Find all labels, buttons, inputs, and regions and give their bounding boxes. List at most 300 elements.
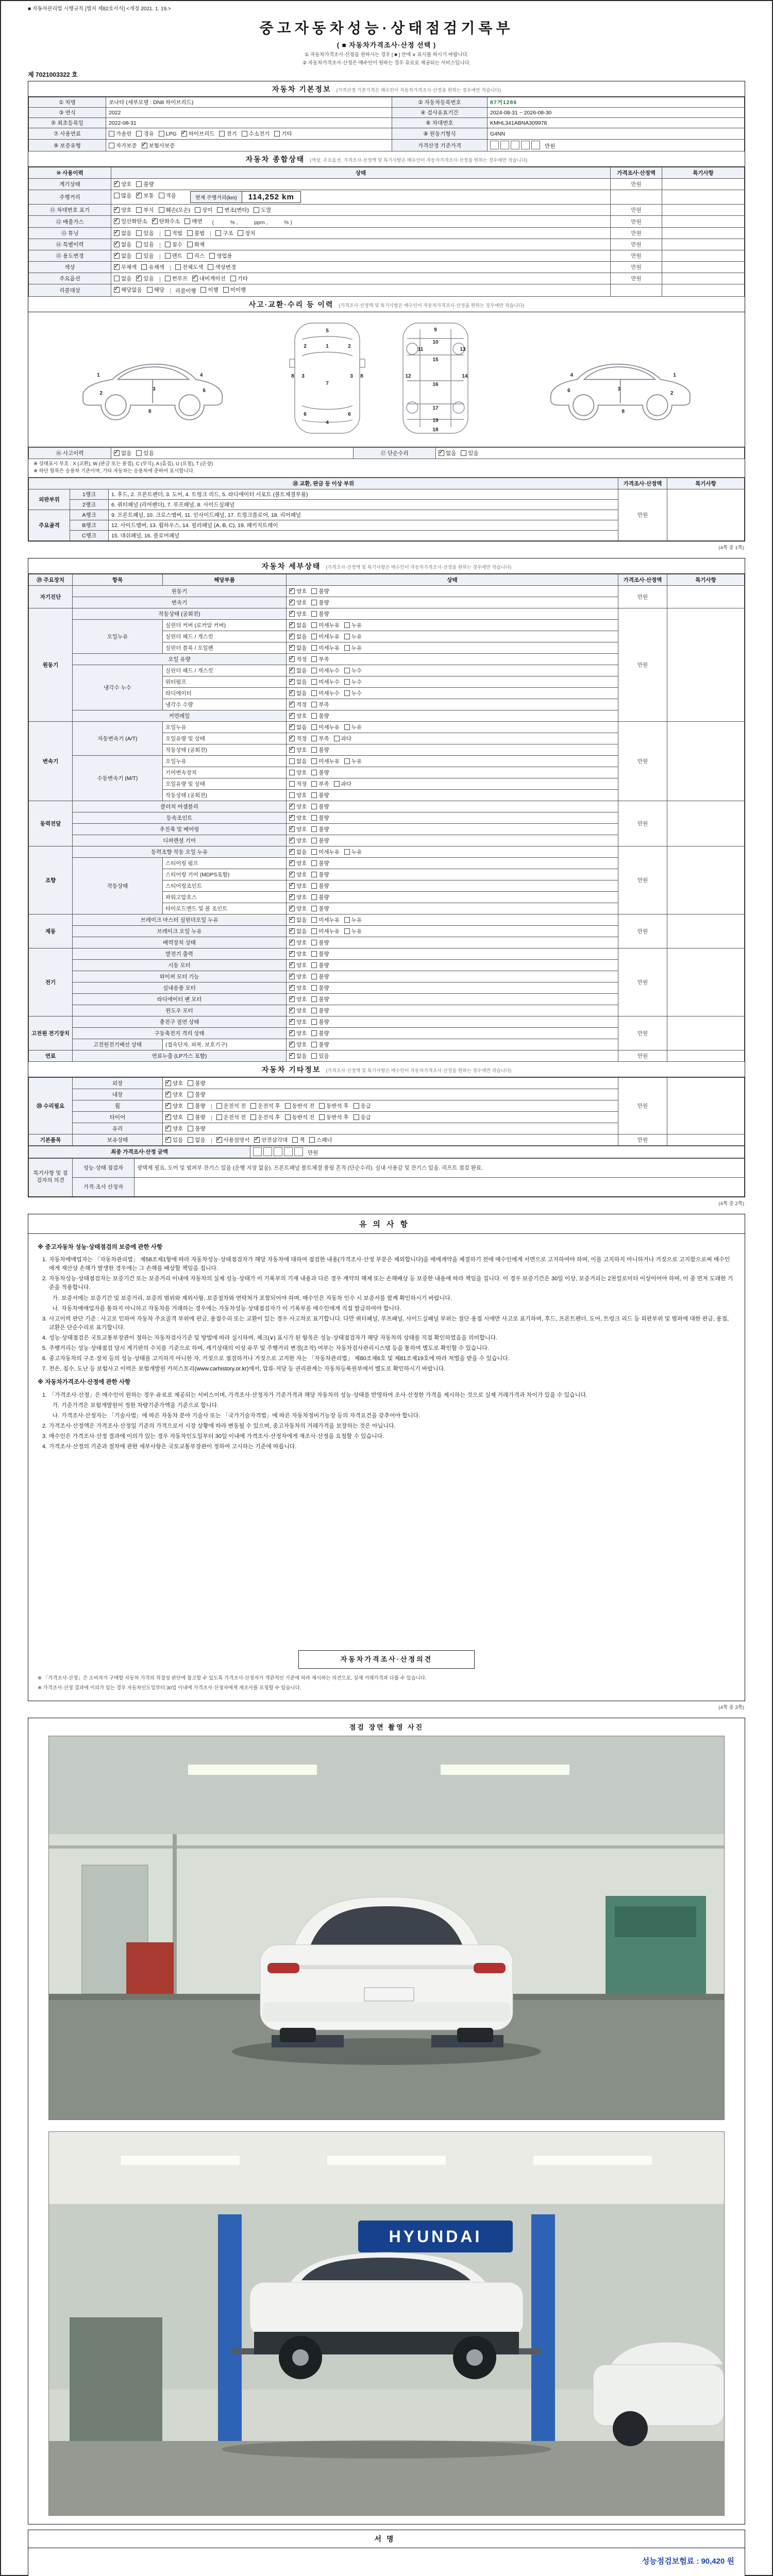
checkbox-checked[interactable] bbox=[142, 143, 147, 148]
checkbox-checked[interactable] bbox=[114, 181, 120, 187]
checkbox[interactable] bbox=[184, 218, 190, 224]
note-cell bbox=[662, 179, 745, 190]
checkbox[interactable] bbox=[188, 1103, 193, 1109]
checkbox[interactable] bbox=[188, 1137, 193, 1143]
item-label: 외장 bbox=[73, 1077, 163, 1089]
checkbox[interactable] bbox=[311, 645, 317, 651]
state-options bbox=[163, 1077, 618, 1089]
checkbox[interactable] bbox=[311, 906, 317, 911]
option bbox=[159, 131, 177, 137]
checkbox[interactable] bbox=[254, 207, 259, 213]
checkbox-checked[interactable] bbox=[289, 1042, 295, 1047]
state-options bbox=[287, 710, 618, 721]
option-group bbox=[165, 1138, 337, 1144]
checkbox[interactable] bbox=[109, 143, 114, 148]
option-label: 있음 bbox=[143, 276, 154, 282]
option bbox=[344, 927, 362, 935]
checkbox[interactable] bbox=[311, 1042, 317, 1047]
option-label: 불량 bbox=[195, 1080, 206, 1087]
option-group bbox=[114, 219, 207, 226]
option-group bbox=[289, 691, 366, 698]
option-label: 운전석 전 bbox=[223, 1114, 246, 1121]
checkbox[interactable] bbox=[136, 450, 142, 456]
appraiser-opinion-text bbox=[135, 1177, 745, 1196]
item-label: 충전구 절연 상태 bbox=[73, 1016, 287, 1027]
checkbox[interactable] bbox=[344, 679, 350, 685]
option-group bbox=[289, 589, 334, 596]
checkbox[interactable] bbox=[188, 1080, 193, 1086]
checkbox-checked[interactable] bbox=[289, 872, 295, 877]
checkbox[interactable] bbox=[311, 917, 317, 923]
checkbox-checked[interactable] bbox=[165, 1092, 171, 1097]
item-label: 오일 유량 bbox=[73, 653, 287, 665]
checkbox[interactable] bbox=[230, 276, 236, 281]
option-label: 많음 bbox=[121, 193, 132, 199]
checkbox-checked[interactable] bbox=[289, 826, 295, 832]
checkbox[interactable] bbox=[200, 287, 206, 293]
checkbox[interactable] bbox=[159, 207, 164, 213]
checkbox-checked[interactable] bbox=[289, 962, 295, 968]
checkbox-checked[interactable] bbox=[254, 1137, 260, 1143]
item-label: 오일누유 bbox=[73, 619, 163, 653]
option bbox=[289, 871, 307, 878]
section-note: (가격산정 기준가격은 매수인이 자동차가격조사·산정을 원하는 경우에만 적습니다) bbox=[336, 88, 501, 93]
row-state bbox=[111, 273, 611, 284]
checkbox-checked[interactable] bbox=[289, 1019, 295, 1025]
checkbox[interactable] bbox=[216, 1114, 222, 1120]
option-label: 수소전기 bbox=[248, 131, 270, 137]
option-label: 동반석 전 bbox=[292, 1114, 315, 1121]
checkbox[interactable] bbox=[344, 917, 350, 923]
checkbox[interactable] bbox=[136, 230, 142, 236]
note-cell bbox=[667, 1050, 745, 1061]
checkbox[interactable] bbox=[311, 781, 317, 787]
checkbox[interactable] bbox=[188, 1126, 193, 1131]
checkbox-checked[interactable] bbox=[289, 1053, 295, 1059]
checkbox-checked[interactable] bbox=[289, 747, 295, 753]
checkbox[interactable] bbox=[187, 230, 193, 236]
diagram-number: 16 bbox=[432, 382, 439, 387]
checkbox[interactable] bbox=[188, 1114, 193, 1120]
amount-digit-box bbox=[531, 141, 540, 149]
checkbox[interactable] bbox=[311, 815, 317, 821]
option bbox=[311, 939, 329, 946]
notice-item-text: 가격조사·산정의 기준과 절차에 관한 세부사항은 국토교통부장관이 정하여 고시하는 기준에 따릅니다. bbox=[49, 1443, 297, 1450]
checkbox[interactable] bbox=[344, 758, 350, 764]
checkbox[interactable] bbox=[311, 928, 317, 934]
checkbox-checked[interactable] bbox=[289, 702, 295, 707]
checkbox-checked[interactable] bbox=[289, 656, 295, 662]
checkbox-checked[interactable] bbox=[289, 940, 295, 945]
checkbox-checked[interactable] bbox=[165, 1103, 171, 1109]
checkbox[interactable] bbox=[311, 747, 317, 753]
checkbox[interactable] bbox=[311, 702, 317, 707]
checkbox[interactable] bbox=[311, 736, 317, 741]
notice-item-text: 중고자동차의 구조·장치 등의 성능·상태를 고지하지 아니한 자, 거짓으로 점검하거나 거짓으로 고지한 자는 「자동차관리법」 제80조제6호 및 제81조제19호에 따라 처벌을 받을 수 있습니다. bbox=[49, 1355, 510, 1362]
option bbox=[344, 916, 362, 924]
checkbox-checked[interactable] bbox=[152, 218, 158, 224]
checkbox[interactable] bbox=[344, 622, 350, 628]
column-header: 상태 bbox=[111, 167, 611, 179]
option bbox=[165, 1136, 183, 1144]
checkbox[interactable] bbox=[159, 131, 164, 137]
checkbox[interactable] bbox=[285, 1114, 291, 1120]
checkbox-checked[interactable] bbox=[289, 724, 295, 730]
checkbox[interactable] bbox=[311, 838, 317, 843]
option-label: 영업용 bbox=[216, 253, 232, 259]
checkbox-checked[interactable] bbox=[165, 1126, 171, 1131]
checkbox-checked[interactable] bbox=[439, 450, 444, 456]
checkbox[interactable] bbox=[319, 1114, 325, 1120]
option bbox=[289, 769, 307, 776]
checkbox[interactable] bbox=[187, 253, 193, 259]
checkbox[interactable] bbox=[311, 872, 317, 877]
checkbox-checked[interactable] bbox=[216, 1137, 222, 1143]
row-label: 주요옵션 bbox=[29, 273, 111, 284]
option bbox=[250, 1102, 280, 1110]
checkbox-checked[interactable] bbox=[289, 917, 295, 923]
checkbox-checked[interactable] bbox=[289, 645, 295, 651]
part-label: 스티어링 기어 (MDPS포함) bbox=[163, 869, 287, 880]
checkbox-checked[interactable] bbox=[114, 450, 120, 456]
section-title: 사고·교환·수리 등 이력 bbox=[248, 300, 334, 309]
option bbox=[136, 252, 154, 260]
part-label: 오일누유 bbox=[163, 721, 287, 733]
option bbox=[311, 927, 340, 935]
checkbox[interactable] bbox=[311, 758, 317, 764]
option-label: 누수 bbox=[351, 679, 362, 685]
checkbox-checked[interactable] bbox=[136, 276, 142, 281]
checkbox[interactable] bbox=[311, 656, 317, 662]
checkbox[interactable] bbox=[334, 781, 340, 787]
option bbox=[216, 1113, 246, 1121]
checkbox[interactable] bbox=[311, 770, 317, 775]
option-label: 없음 bbox=[121, 230, 132, 236]
option bbox=[344, 848, 362, 856]
checkbox[interactable] bbox=[334, 736, 340, 741]
price-cell: 만원 bbox=[618, 1050, 667, 1061]
checkbox-checked[interactable] bbox=[192, 276, 198, 281]
checkbox-checked[interactable] bbox=[114, 230, 120, 236]
checkbox[interactable] bbox=[311, 690, 317, 696]
odometer-box bbox=[190, 191, 301, 203]
option-label: 미세누유 bbox=[318, 633, 340, 640]
row-state bbox=[111, 262, 611, 273]
checkbox[interactable] bbox=[311, 792, 317, 798]
state-options bbox=[287, 1016, 618, 1027]
option-group bbox=[289, 895, 334, 902]
checkbox[interactable] bbox=[354, 1103, 359, 1109]
simple-repair-options bbox=[436, 448, 745, 459]
rank-parts: 9. 프론트패널, 10. 크로스멤버, 11. 인사이드패널, 17. 트렁크플로어, 18. 리어패널 bbox=[109, 510, 618, 520]
checkbox[interactable] bbox=[187, 242, 193, 247]
checkbox-checked[interactable] bbox=[289, 860, 295, 866]
checkbox[interactable] bbox=[344, 645, 350, 651]
price-cell: 만원 bbox=[618, 914, 667, 948]
form-reference: ■ 자동차관리법 시행규칙 [별지 제82호서식] <개정 2021. 1. 19.> bbox=[28, 6, 171, 12]
checkbox[interactable] bbox=[238, 230, 243, 236]
checkbox[interactable] bbox=[274, 131, 280, 137]
amount-digit-box bbox=[500, 141, 509, 149]
option-label: 가솔린 bbox=[116, 131, 132, 137]
notice-subitem bbox=[50, 1294, 735, 1303]
checkbox-checked[interactable] bbox=[289, 1030, 295, 1036]
option bbox=[188, 1113, 205, 1121]
option bbox=[311, 882, 329, 890]
item-label: 와이퍼 모터 기능 bbox=[73, 971, 287, 982]
notice-subitem-number: 나. bbox=[52, 1305, 59, 1312]
column-header: ⑩ 사용이력 bbox=[29, 167, 111, 179]
notice-item-number: 7. bbox=[42, 1365, 47, 1372]
item-label: 타이어 bbox=[73, 1111, 163, 1123]
checkbox[interactable] bbox=[165, 276, 171, 281]
checkbox[interactable] bbox=[311, 1053, 317, 1059]
state-options bbox=[287, 744, 618, 755]
checkbox[interactable] bbox=[311, 826, 317, 832]
note-cell bbox=[667, 1134, 745, 1145]
checkbox[interactable] bbox=[223, 287, 229, 293]
checkbox[interactable] bbox=[289, 770, 295, 775]
option-label: 불량 bbox=[318, 826, 329, 833]
checkbox[interactable] bbox=[289, 758, 295, 764]
checkbox[interactable] bbox=[217, 207, 223, 213]
checkbox[interactable] bbox=[344, 928, 350, 934]
checkbox-checked[interactable] bbox=[136, 193, 142, 198]
diagram-number: 2 bbox=[670, 391, 674, 397]
checkbox[interactable] bbox=[354, 1114, 359, 1120]
checkbox-checked[interactable] bbox=[165, 1137, 171, 1143]
option-label: 운전석 후 bbox=[258, 1114, 280, 1121]
checkbox[interactable] bbox=[319, 1103, 325, 1109]
checkbox[interactable] bbox=[141, 264, 147, 270]
option bbox=[136, 192, 154, 199]
option-label: 양호 bbox=[296, 894, 307, 901]
opinion-row-label: 성능·상태 점검자 bbox=[73, 1158, 135, 1177]
checkbox[interactable] bbox=[250, 1103, 256, 1109]
checkbox[interactable] bbox=[242, 131, 247, 137]
row-label: ⑭ 특별이력 bbox=[29, 239, 111, 250]
notice-item bbox=[38, 1391, 735, 1400]
option bbox=[114, 252, 131, 260]
checkbox[interactable] bbox=[195, 207, 200, 213]
checkbox[interactable] bbox=[136, 253, 142, 259]
checkbox[interactable] bbox=[208, 264, 213, 270]
checkbox-checked[interactable] bbox=[165, 1080, 171, 1086]
checkbox-checked[interactable] bbox=[289, 668, 295, 673]
checkbox[interactable] bbox=[136, 181, 142, 187]
checkbox-checked[interactable] bbox=[289, 736, 295, 741]
checkbox[interactable] bbox=[344, 634, 350, 639]
checkbox[interactable] bbox=[311, 894, 317, 900]
option bbox=[136, 180, 154, 188]
option-label: 양호 bbox=[121, 181, 132, 188]
checkbox[interactable] bbox=[311, 860, 317, 866]
document-number: 제 7021003322 호 bbox=[28, 71, 78, 78]
option bbox=[109, 130, 131, 138]
checkbox[interactable] bbox=[311, 724, 317, 730]
checkbox[interactable] bbox=[311, 600, 317, 605]
checkbox[interactable] bbox=[147, 287, 153, 293]
note-cell bbox=[667, 1016, 745, 1050]
checkbox-checked[interactable] bbox=[289, 1008, 295, 1013]
item-label: 브레이크 마스터 실린더오일 누유 bbox=[73, 914, 287, 925]
checkbox[interactable] bbox=[114, 276, 120, 281]
checkbox[interactable] bbox=[344, 690, 350, 696]
option bbox=[285, 1113, 315, 1121]
checkbox-checked[interactable] bbox=[181, 131, 187, 137]
checkbox-checked[interactable] bbox=[114, 242, 120, 247]
checkbox-checked[interactable] bbox=[289, 679, 295, 685]
option-group bbox=[289, 963, 334, 970]
checkbox[interactable] bbox=[292, 1137, 298, 1143]
checkbox-checked[interactable] bbox=[114, 207, 120, 213]
checkbox[interactable] bbox=[289, 781, 295, 787]
checkbox-checked[interactable] bbox=[289, 611, 295, 617]
option-label: 없음 bbox=[446, 450, 457, 456]
checkbox[interactable] bbox=[311, 611, 317, 617]
checkbox-checked[interactable] bbox=[289, 996, 295, 1002]
checkbox[interactable] bbox=[311, 962, 317, 968]
checkbox[interactable] bbox=[114, 193, 120, 198]
option bbox=[289, 780, 307, 788]
block-photos bbox=[28, 1718, 745, 2524]
checkbox-checked[interactable] bbox=[114, 253, 120, 259]
checkbox[interactable] bbox=[109, 131, 114, 137]
checkbox[interactable] bbox=[175, 264, 181, 270]
checkbox[interactable] bbox=[311, 1019, 317, 1025]
checkbox[interactable] bbox=[311, 1008, 317, 1013]
option-label: 불량 bbox=[318, 871, 329, 878]
option bbox=[223, 286, 246, 294]
checkbox-checked[interactable] bbox=[289, 985, 295, 991]
option-divider bbox=[210, 231, 211, 237]
option bbox=[289, 973, 307, 980]
option-label: 있음 bbox=[173, 1137, 183, 1143]
checkbox[interactable] bbox=[165, 230, 171, 236]
checkbox[interactable] bbox=[311, 622, 317, 628]
column-header: 특기사항 bbox=[667, 574, 745, 585]
checkbox[interactable] bbox=[209, 253, 215, 259]
checkbox[interactable] bbox=[311, 713, 317, 719]
inspection-photo-1 bbox=[48, 1736, 725, 2120]
option-label: 과다 bbox=[341, 781, 351, 787]
checkbox[interactable] bbox=[311, 996, 317, 1002]
option-label: 없음 bbox=[296, 667, 307, 674]
checkbox[interactable] bbox=[188, 1092, 193, 1097]
checkbox[interactable] bbox=[311, 883, 317, 889]
checkbox-checked[interactable] bbox=[289, 928, 295, 934]
option-group bbox=[289, 646, 366, 652]
checkbox[interactable] bbox=[311, 588, 317, 594]
checkbox[interactable] bbox=[311, 974, 317, 979]
checkbox-checked[interactable] bbox=[289, 974, 295, 979]
checkbox[interactable] bbox=[215, 230, 221, 236]
checkbox[interactable] bbox=[289, 792, 295, 798]
checkbox[interactable] bbox=[311, 849, 317, 855]
checkbox[interactable] bbox=[165, 253, 171, 259]
checkbox-checked[interactable] bbox=[289, 634, 295, 639]
checkbox[interactable] bbox=[136, 207, 142, 213]
checkbox-checked[interactable] bbox=[289, 622, 295, 628]
checkbox[interactable] bbox=[216, 1103, 222, 1109]
checkbox[interactable] bbox=[136, 131, 142, 137]
checkbox[interactable] bbox=[311, 1030, 317, 1036]
option-group bbox=[114, 182, 159, 189]
device-group: 전기 bbox=[29, 948, 73, 1016]
option-label: 누유 bbox=[351, 928, 362, 935]
price-opinion-note-1: ※ 「가격조사·산정」은 소비자가 구매할 자동차 가격의 적절성 판단에 참고할 수 있도록 가격조사·산정자가 객관적인 기준에 따라 제시하는 의견으로, 실제 거래가격과 다를 수 있습니다. bbox=[38, 1675, 427, 1682]
option-group bbox=[289, 725, 366, 732]
detail-state-heading bbox=[28, 558, 745, 574]
option bbox=[114, 263, 137, 271]
option-label: 미세누유 bbox=[318, 928, 340, 935]
checkbox[interactable] bbox=[344, 668, 350, 673]
checkbox[interactable] bbox=[250, 1114, 256, 1120]
checkbox[interactable] bbox=[285, 1103, 291, 1109]
checkbox-checked[interactable] bbox=[114, 264, 120, 270]
checkbox-checked[interactable] bbox=[289, 894, 295, 900]
checkbox[interactable] bbox=[344, 849, 350, 855]
checkbox-checked[interactable] bbox=[289, 690, 295, 696]
checkbox[interactable] bbox=[311, 951, 317, 957]
item-label: 브레이크 오일 누유 bbox=[73, 925, 287, 937]
checkbox-checked[interactable] bbox=[114, 218, 120, 224]
checkbox[interactable] bbox=[136, 242, 142, 247]
option-label: 양호 bbox=[173, 1114, 183, 1121]
notice-subheading-1: ※ 중고자동차 성능·상태점검의 보증에 관한 사항 bbox=[38, 1244, 163, 1250]
checkbox-checked[interactable] bbox=[289, 951, 295, 957]
checkbox[interactable] bbox=[159, 193, 164, 198]
option-label: 해당 bbox=[154, 287, 164, 293]
option bbox=[289, 882, 307, 890]
diagram-number: 6 bbox=[203, 387, 206, 394]
checkbox[interactable] bbox=[311, 679, 317, 685]
checkbox[interactable] bbox=[311, 668, 317, 673]
checkbox-checked[interactable] bbox=[289, 849, 295, 855]
option bbox=[187, 229, 205, 237]
item-label: 윈도우 모터 bbox=[73, 1005, 287, 1016]
checkbox-checked[interactable] bbox=[289, 588, 295, 594]
checkbox-checked[interactable] bbox=[289, 883, 295, 889]
option bbox=[289, 757, 307, 765]
checkbox-checked[interactable] bbox=[289, 600, 295, 605]
checkbox-checked[interactable] bbox=[289, 906, 295, 911]
checkbox-checked[interactable] bbox=[289, 838, 295, 843]
checkbox[interactable] bbox=[311, 804, 317, 809]
field-options bbox=[106, 140, 392, 151]
option bbox=[136, 241, 154, 248]
amount-digit-box bbox=[511, 141, 519, 149]
checkbox-checked[interactable] bbox=[165, 1114, 171, 1120]
checkbox[interactable] bbox=[311, 634, 317, 639]
signature-area bbox=[28, 2548, 745, 2576]
checkbox-checked[interactable] bbox=[289, 804, 295, 809]
option-label: 적법 bbox=[172, 230, 182, 236]
checkbox[interactable] bbox=[311, 985, 317, 991]
checkbox-checked[interactable] bbox=[114, 287, 120, 293]
checkbox-checked[interactable] bbox=[289, 815, 295, 821]
checkbox[interactable] bbox=[311, 940, 317, 945]
checkbox[interactable] bbox=[165, 242, 171, 247]
checkbox[interactable] bbox=[461, 450, 466, 456]
checkbox[interactable] bbox=[344, 724, 350, 730]
opinion-group-label: 특기사항 및 점검자의 의견 bbox=[29, 1158, 73, 1196]
checkbox[interactable] bbox=[309, 1137, 315, 1143]
option bbox=[136, 130, 154, 138]
checkbox[interactable] bbox=[219, 131, 225, 137]
checkbox-checked[interactable] bbox=[289, 713, 295, 719]
option-label: 불법 bbox=[194, 230, 205, 236]
